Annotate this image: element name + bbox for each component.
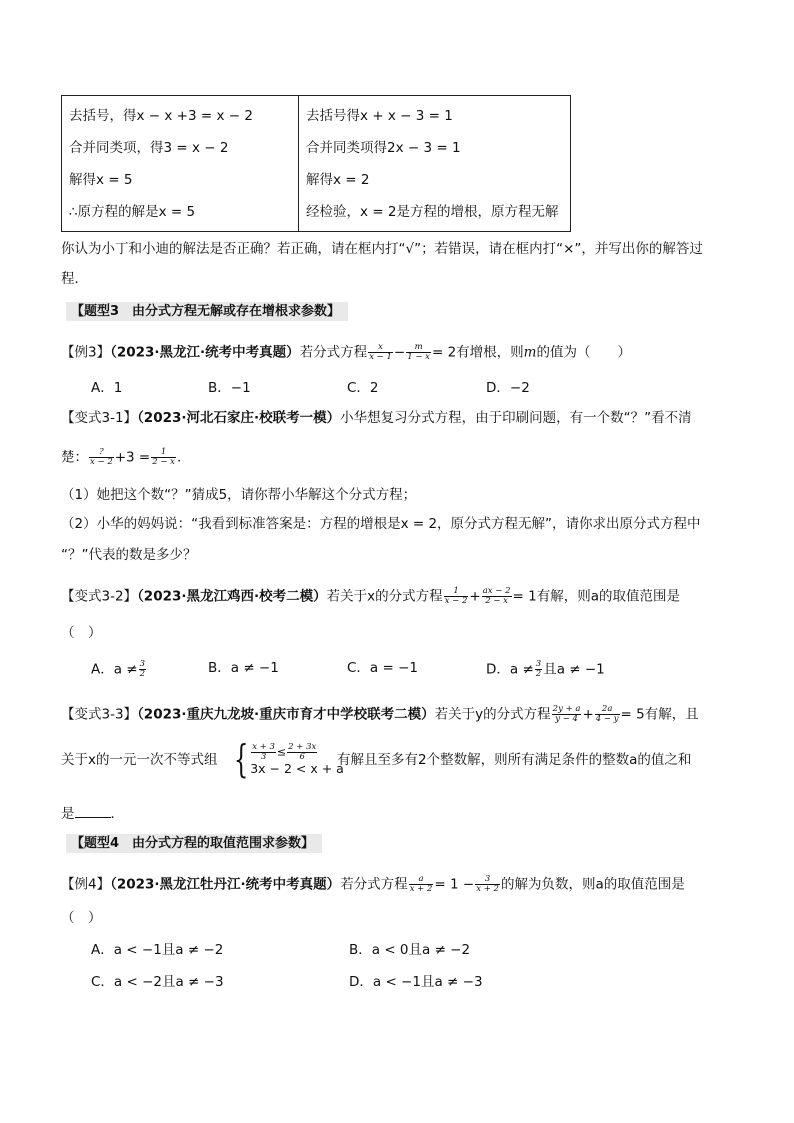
fraction: $\frac{3}{2}$ <box>535 659 542 679</box>
fraction: $\frac{1}{2 - x}$ <box>152 447 175 467</box>
example-3-stem: 【例3】（2023·黑龙江·统考中考真题）若分式方程 $\frac{x}{x - 1}$ − $\frac{m}{1 - x}$ = 2有增根，则m的值为（ ） <box>61 342 631 362</box>
fraction: $\frac{x + 3}{3}$ <box>252 741 275 762</box>
variant-3-3-tag: 【变式3-3】 <box>61 706 138 723</box>
fraction: $\frac{x}{x - 1}$ <box>369 342 392 362</box>
right-step-4: 经检验，x = 2是方程的增根，原方程无解 <box>306 204 559 220</box>
option-d: D．a ≠ $\frac{3}{2}$ 且a ≠ −1 <box>486 659 605 679</box>
option-b: B．a < 0且a ≠ −2 <box>349 942 471 958</box>
variant-3-3-line-3: 是 ． <box>61 806 124 822</box>
fraction: $\frac{1}{x - 2}$ <box>444 586 468 606</box>
variant-3-1-tag: 【变式3-1】 <box>61 410 138 426</box>
fraction: $\frac{ax - 2}{2 - x}$ <box>482 586 511 606</box>
option-c: C．2 <box>347 380 379 396</box>
option-b: B．a ≠ −1 <box>208 660 279 676</box>
variant-3-1-line-2: 楚： $\frac{?}{x - 2}$ +3 = $\frac{1}{2 - x}$ . <box>61 447 182 467</box>
variant-3-1-part-2-line-2: “？”代表的数是多少？ <box>61 547 197 563</box>
brace-symbol: { <box>233 737 249 781</box>
option-d: D．−2 <box>486 380 530 396</box>
variant-3-3-line-2-suffix: 有解且至多有2个整数解，则所有满足条件的整数a的值之和 <box>337 752 692 768</box>
question-line-2: 程． <box>61 271 88 287</box>
variant-3-2-paren: （ ） <box>61 625 102 641</box>
option-a: A．1 <box>91 380 123 396</box>
fraction: $\frac{?}{x - 2}$ <box>90 447 113 467</box>
option-c: C．a < −2且a ≠ −3 <box>91 974 224 990</box>
example-4-paren: （ ） <box>61 910 102 926</box>
topic-4-heading: 【题型4 由分式方程的取值范围求参数】 <box>66 834 322 853</box>
variant-3-1-part-2-line-1: （2）小华的妈妈说：“我看到标准答案是：方程的增根是x = 2，原分式方程无解”，请你求出原分式方程中 <box>61 516 701 532</box>
fraction: $\frac{m}{1 - x}$ <box>407 342 430 362</box>
solutions-table <box>61 95 571 232</box>
option-c: C．a = −1 <box>347 660 418 676</box>
inequality-2: 3x − 2 < x + a <box>250 760 344 776</box>
example-4-tag: 【例4】 <box>61 876 111 893</box>
variant-3-2-stem: 【变式3-2】（2023·黑龙江鸡西·校考二模）若关于x的分式方程 $\frac{1}{x - 2}$ + $\frac{ax - 2}{2 - x}$ = 1有解，则a的取值范围是 <box>61 586 680 606</box>
example-4-source: （2023·黑龙江牡丹江·统考中考真题） <box>110 876 341 893</box>
left-step-4: ∴原方程的解是x = 5 <box>69 204 196 220</box>
variant-3-3-stem: 【变式3-3】（2023·重庆九龙坡·重庆市育才中学校联考二模）若关于y的分式方程 $\frac{2y + a}{y - 4}$ + $\frac{2a}{4 - y}$ = 5有解，且 <box>61 704 699 724</box>
left-solution-cell <box>62 96 299 232</box>
option-a: A．a < −1且a ≠ −2 <box>91 942 224 958</box>
option-a: A．a ≠ $\frac{3}{2}$ <box>91 659 146 679</box>
variant-3-3-source: （2023·重庆九龙坡·重庆市育才中学校联考二模） <box>137 706 435 723</box>
fraction: $\frac{2y + a}{y - 4}$ <box>552 704 581 724</box>
left-step-3: 解得x = 5 <box>69 172 133 188</box>
variant-3-1-line-1: 【变式3-1】（2023·河北石家庄·校联考一模）小华想复习分式方程，由于印刷问题，有一个数“？”看不清 <box>61 410 692 426</box>
variant-3-2-source: （2023·黑龙江鸡西·校考二模） <box>137 588 327 605</box>
inequality-system: { $\frac{x + 3}{3}$ ≤ $\frac{2 + 3x}{6}$ 3x − 2 < x + a <box>233 737 344 781</box>
answer-blank[interactable] <box>75 806 111 818</box>
variant-3-2-tag: 【变式3-2】 <box>61 588 138 605</box>
option-d: D．a < −1且a ≠ −3 <box>349 974 483 990</box>
example-3-source: （2023·黑龙江·统考中考真题） <box>110 344 300 361</box>
right-step-2: 合并同类项得2x − 3 = 1 <box>306 140 461 156</box>
left-step-1: 去括号，得x − x +3 = x − 2 <box>69 108 253 124</box>
fraction: $\frac{2 + 3x}{6}$ <box>288 741 317 762</box>
fraction: $\frac{2a}{4 - y}$ <box>595 704 619 724</box>
variant-3-1-source: （2023·河北石家庄·校联考一模） <box>137 410 341 426</box>
left-step-2: 合并同类项，得3 = x − 2 <box>69 140 229 156</box>
variant-3-1-part-1: （1）她把这个数“？”猜成5，请你帮小华解这个分式方程； <box>61 487 417 503</box>
question-line-1: 你认为小丁和小迪的解法是否正确？若正确，请在框内打“√”；若错误，请在框内打“×”，并写出你的解答过 <box>61 241 703 257</box>
fraction: $\frac{3}{x + 2}$ <box>476 874 499 894</box>
example-3-tag: 【例3】 <box>61 344 111 361</box>
fraction: $\frac{3}{2}$ <box>139 659 146 679</box>
right-step-1: 去括号得x + x − 3 = 1 <box>306 108 453 124</box>
topic-3-heading: 【题型3 由分式方程无解或存在增根求参数】 <box>66 302 348 321</box>
option-b: B．−1 <box>208 380 251 396</box>
fraction: $\frac{a}{x + 2}$ <box>409 874 433 894</box>
example-4-stem: 【例4】（2023·黑龙江牡丹江·统考中考真题）若分式方程 $\frac{a}{x + 2}$ = 1 − $\frac{3}{x + 2}$ 的解为负数，则a的取值范围是 <box>61 874 685 894</box>
right-step-3: 解得x = 2 <box>306 172 370 188</box>
variant-3-3-line-2-prefix: 关于x的一元一次不等式组 <box>61 752 218 768</box>
right-solution-cell <box>299 96 571 232</box>
